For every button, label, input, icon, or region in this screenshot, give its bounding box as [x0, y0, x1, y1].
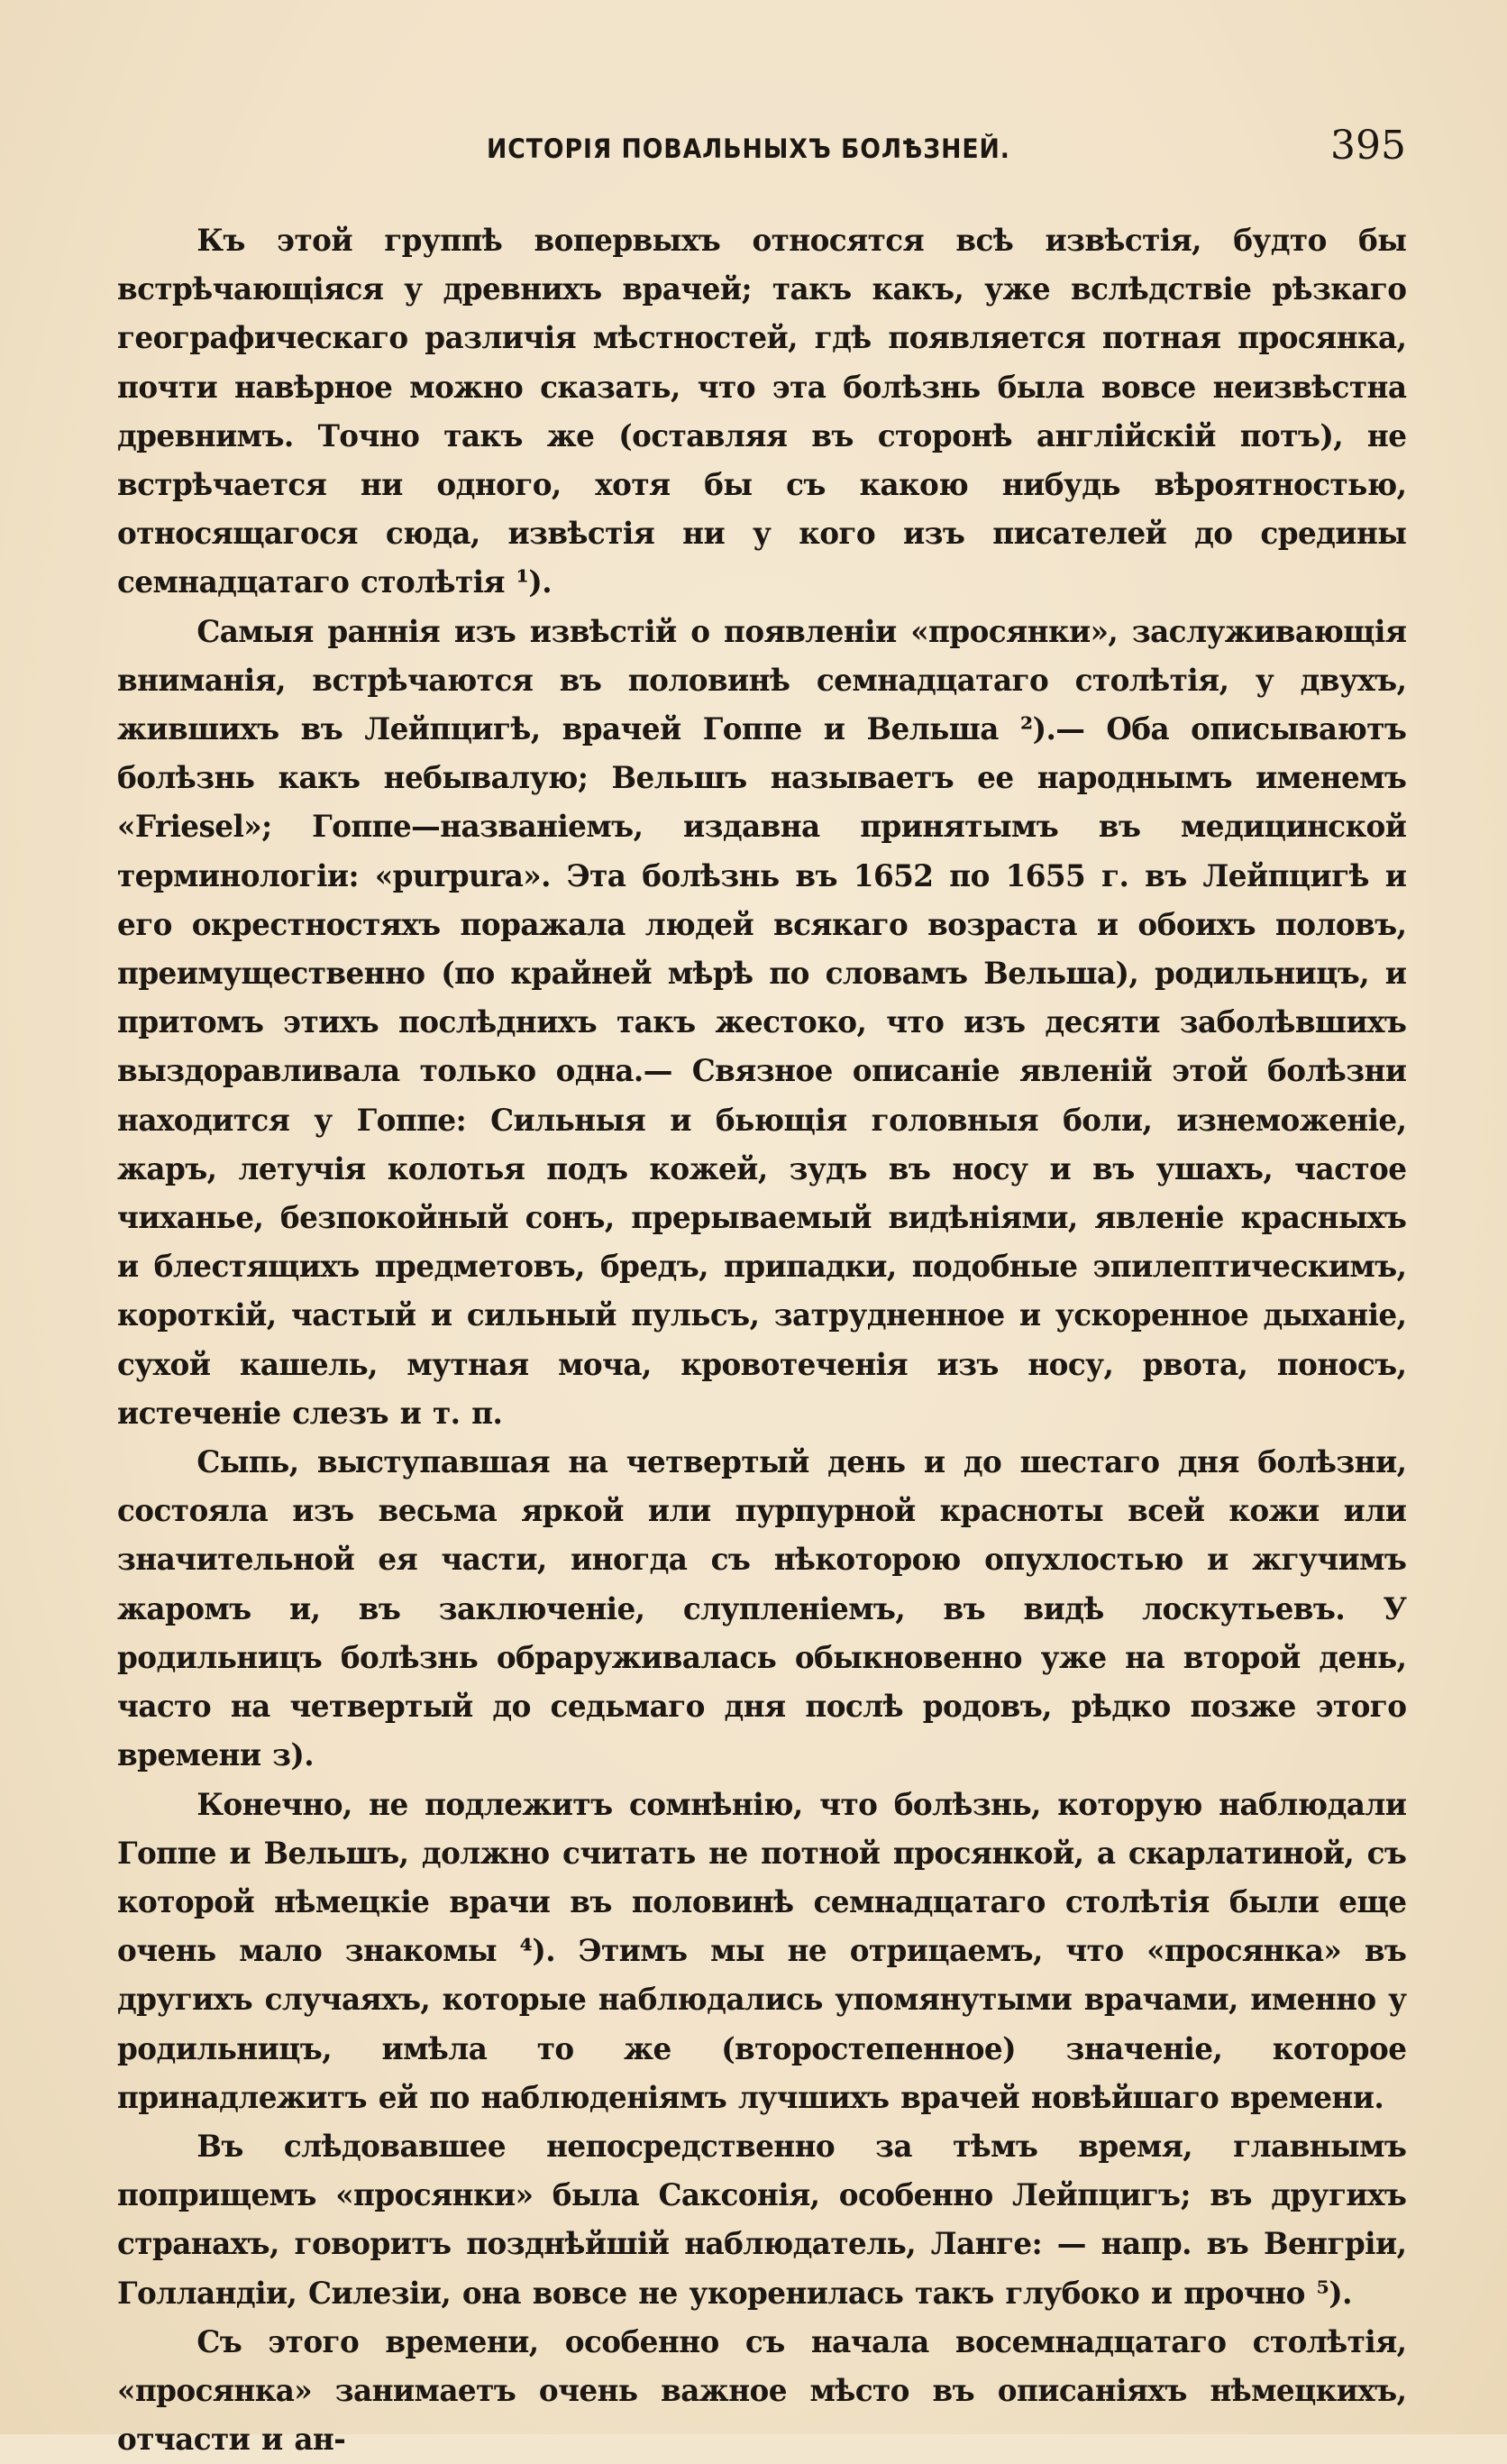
- page-number: 395: [1330, 123, 1406, 169]
- paragraph-5: Въ слѣдовавшее непосредственно за тѣмъ время, главнымъ поприщемъ «просянки» была Саксонія, особенно Лейпцигъ; въ другихъ странахъ, говоритъ позднѣйшій наблюдатель, Ланге: — напр. въ Венгріи, Голландіи, Силезіи, она вовсе не укоренилась такъ глубоко и прочно ⁵).: [117, 2128, 1407, 2312]
- paragraph-6: Съ этого времени, особенно съ начала восемнадцатаго столѣтія, «просянка» занимаетъ очень важное мѣсто въ описаніяхъ нѣмецкихъ, отчасти и ан-: [117, 2323, 1407, 2459]
- body-text: [117, 216, 1406, 2464]
- paragraph-3: Сыпь, выступавшая на четвертый день и до шестаго дня болѣзни, состояла изъ весьма яркой или пурпурной красноты всей кожи или значительной ея части, иногда съ нѣкоторою опухлостью и жгучимъ жаромъ и, въ заключеніе, слупленіемъ, въ видѣ лоскутьевъ. У родильницъ болѣзнь обраруживалась обыкновенно уже на второй день, часто на четвертый до седьмаго дня послѣ родовъ, рѣдко позже этого времени з).: [117, 1444, 1407, 1774]
- paragraph-4: Конечно, не подлежитъ сомнѣнію, что болѣзнь, которую наблюдали Гоппе и Вельшъ, должно считать не потной просянкой, а скарлатиной, съ которой нѣмецкіе врачи въ половинѣ семнадцатаго столѣтія были еще очень мало знакомы ⁴). Этимъ мы не отрицаемъ, что «просянка» въ другихъ случаяхъ, которые наблюдались упомянутыми врачами, именно у родильницъ, имѣла то же (второстепенное) значеніе, которое принадлежитъ ей по наблюденіямъ лучшихъ врачей новѣйшаго времени.: [117, 1786, 1407, 2116]
- paragraph-2: Самыя раннія изъ извѣстій о появленіи «просянки», заслуживающія вниманія, встрѣчаются въ половинѣ семнадцатаго столѣтія, у двухъ, жившихъ въ Лейпцигѣ, врачей Гоппе и Вельша ²).— Оба описываютъ болѣзнь какъ небывалую; Вельшъ называетъ ее народнымъ именемъ «Friesel»; Гоппе—названіемъ, издавна принятымъ въ медицинской терминологіи: «purpura». Эта болѣзнь въ 1652 по 1655 г. въ Лейпцигѣ и его окрестностяхъ поражала людей всякаго возраста и обоихъ половъ, преимущественно (по крайней мѣрѣ по словамъ Вельша), родильницъ, и притомъ этихъ послѣднихъ такъ жестоко, что изъ десяти заболѣвшихъ выздоравливала только одна.— Связное описаніе явленій этой болѣзни находится у Гоппе: Сильныя и бьющія головныя боли, изнеможеніе, жаръ, летучія колотья подъ кожей, зудъ въ носу и въ ушахъ, частое чиханье, безпокойный сонъ, прерываемый видѣніями, явленіе красныхъ и блестящихъ предметовъ, бредъ, припадки, подобные эпилептическимъ, короткій, частый и сильный пульсъ, затрудненное и ускоренное дыханіе, сухой кашель, мутная моча, кровотеченія изъ носу, рвота, поносъ, истеченіе слезъ и т. п.: [117, 613, 1407, 1432]
- running-head: [117, 123, 1406, 180]
- running-title: ИСТОРІЯ ПОВАЛЬНЫХЪ БОЛѢЗНЕЙ.: [487, 133, 1010, 164]
- paragraph-1: Къ этой группѣ вопервыхъ относятся всѣ извѣстія, будто бы встрѣчающіяся у древнихъ врачей; такъ какъ, уже вслѣдствіе рѣзкаго географическаго различія мѣстностей, гдѣ появляется потная просянка, почти навѣрное можно сказать, что эта болѣзнь была вовсе неизвѣстна древнимъ. Точно такъ же (оставляя въ сторонѣ англійскій потъ), не встрѣчается ни одного, хотя бы съ какою нибудь вѣроятностью, относящагося сюда, извѣстія ни у кого изъ писателей до средины семнадцатаго столѣтія ¹).: [117, 223, 1407, 601]
